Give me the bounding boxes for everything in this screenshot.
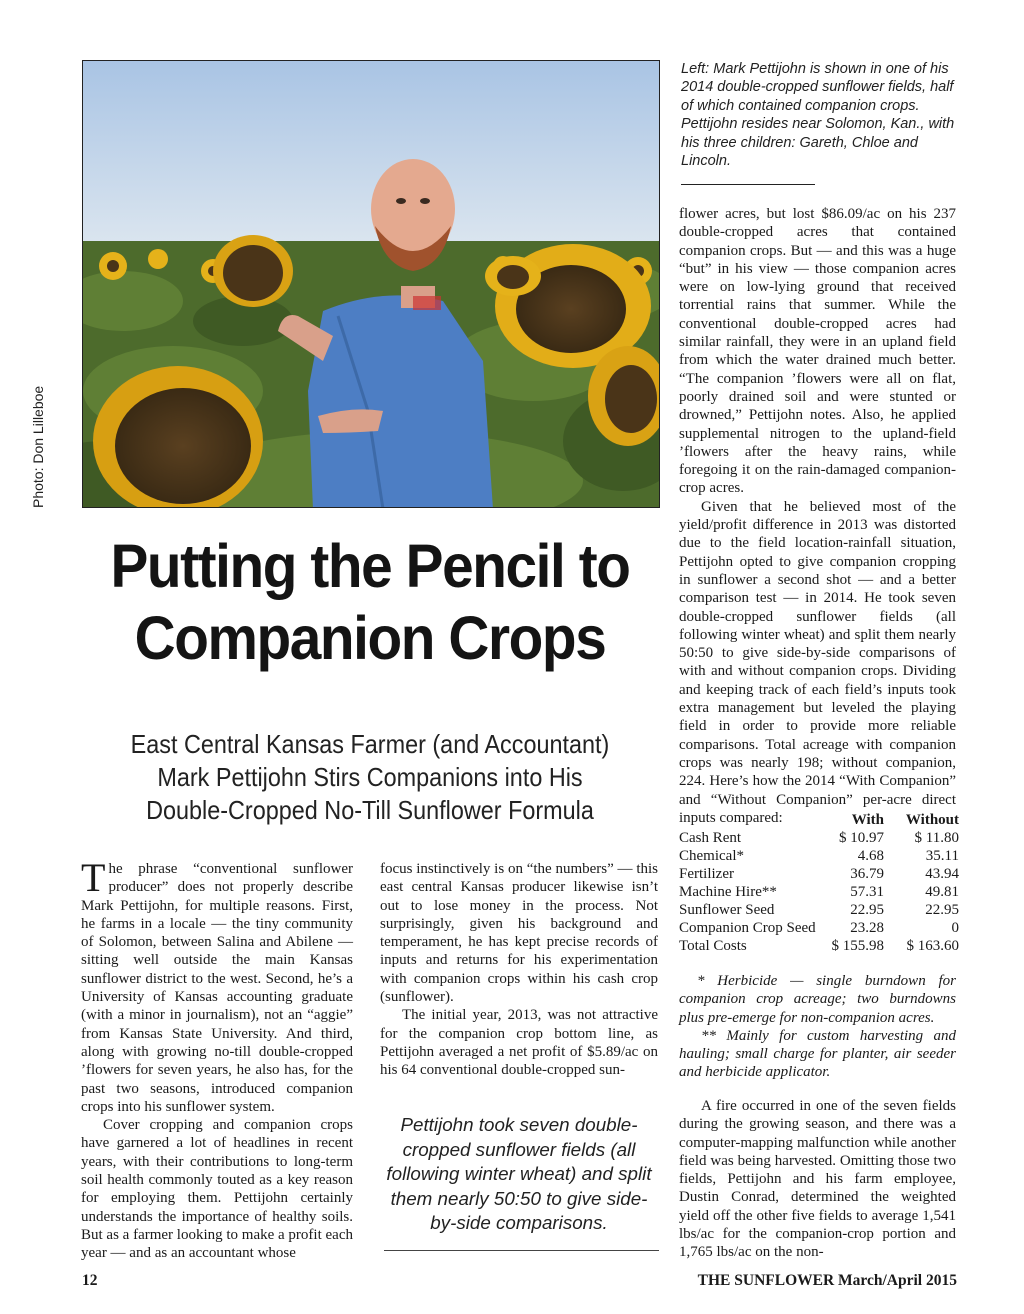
sunflower-field-illustration <box>83 61 660 508</box>
without-value: 43.94 <box>925 866 959 882</box>
table-row <box>679 829 959 847</box>
pull-quote-rule <box>384 1250 659 1251</box>
body-paragraph: The initial year, 2013, was not attractive for the companion crop bottom line, as Pettijohn averaged a net profit of $5.89/ac on his 64 conventional double-cropped sun- <box>380 1007 658 1079</box>
subheadline <box>109 728 631 827</box>
row-label: Companion Crop Seed <box>679 920 816 936</box>
table-row <box>679 847 959 865</box>
table-header-without: Without <box>905 812 959 828</box>
body-column-1 <box>81 855 353 1263</box>
subhead-line-3: Double-Cropped No-Till Sunflower Formula <box>146 795 594 825</box>
row-label: Fertilizer <box>679 866 734 882</box>
body-paragraph: A fire occurred in one of the seven fields during the growing season, and there was a computer-mapping malfunction while another field was being harvested. Omitting those two fields, Pettijohn and his farm employee, Dustin Conrad, determined the weighted yield off the other five fields to average 1,541 lbs/ac for the companion-crop portion and 1,765 lbs/ac on the non- <box>679 1098 956 1261</box>
row-label: Total Costs <box>679 938 747 954</box>
without-value: 22.95 <box>925 902 959 918</box>
body-column-2 <box>380 860 658 1080</box>
input-cost-table <box>679 811 959 955</box>
body-paragraph: Cover cropping and companion crops have garnered a lot of headlines in recent years, with their contributions to long-term soil health commonly touted as a key reason for employing them. Pettijohn certainly understands the importance of healthy soils. But as a farmer looking to make a profit each year — and as an accountant whose <box>81 1117 353 1262</box>
without-value: 0 <box>951 920 959 936</box>
publication-footer: THE SUNFLOWER March/April 2015 <box>697 1272 957 1289</box>
footnote-machine-hire: ** Mainly for custom harvesting and hauling; small charge for planter, air seeder and herbicide applicator. <box>679 1027 956 1081</box>
body-paragraph: Given that he believed most of the yield/profit difference in 2013 was distorted due to the field location-rainfall situation, Pettijohn opted to give companion cropping in sunflower a second shot — and a better comparison test — in 2014. He took seven double-cropped sunflower fields (all following winter wheat) and split them nearly 50:50 to give side-by-side comparisons of with and without companion crops. Dividing and keeping track of each field’s inputs took extra management but leveled the playing field in order to provide more reliable comparisons. Total acreage with companion crops was nearly 198; without companion, 224. Here’s how the 2014 “With Companion” and “Without Companion” per-acre direct inputs compared: <box>679 498 956 826</box>
body-column-3-continued <box>679 1097 956 1262</box>
body-paragraph: focus instinctively is on “the numbers” — this east central Kansas producer likewise isn’t out to lose money in the process. Not surprisingly, given his background and temperament, he has kept precise records of inputs and returns for his experimentation with companion crops within his cash crop (sunflower). <box>380 861 658 1006</box>
without-value: $ 163.60 <box>906 938 959 954</box>
drop-cap: T <box>81 855 106 900</box>
farmer-photo <box>82 60 660 508</box>
table-row <box>679 919 959 937</box>
with-value: 23.28 <box>850 920 884 936</box>
table-row <box>679 883 959 901</box>
without-value: 35.11 <box>925 848 959 864</box>
table-header-with: With <box>851 812 884 828</box>
table-row-total <box>679 937 959 955</box>
photo-caption <box>681 60 966 170</box>
with-value: 36.79 <box>850 866 884 882</box>
table-row <box>679 901 959 919</box>
pull-quote: Pettijohn took seven double-cropped sunflower fields (all following winter wheat) and split them nearly 50:50 to give side-by-side comparisons. <box>386 1114 652 1233</box>
with-value: $ 155.98 <box>831 938 884 954</box>
paragraph-text: he phrase “conventional sunflower producer” does not properly describe Mark Pettijohn, for multiple reasons. First, he farms in a locale — the tiny community of Solomon, between Salina and Abilene — sitting well outside the main Kansas sunflower district to the west. Second, he’s a University of Kansas accounting graduate (with a minor in journalism), not an “aggie” from Kansas State University. And third, along with growing no-till double-cropped ’flowers for seven years, he also has, for the past two seasons, introduced companion crops into his sunflower system. <box>81 861 353 1115</box>
row-label: Machine Hire** <box>679 884 777 900</box>
without-value: $ 11.80 <box>914 830 959 846</box>
headline-line-2: Companion Crops <box>134 604 606 672</box>
table-footnotes <box>679 972 956 1082</box>
headline-line-1: Putting the Pencil to <box>110 532 630 600</box>
body-paragraph <box>81 855 353 1116</box>
caption-divider <box>681 184 815 185</box>
page-number: 12 <box>82 1272 98 1289</box>
caption-text: Left: Mark Pettijohn is shown in one of his 2014 double-cropped sunflower fields, half of which contained companion crops. Pettijohn resides near Solomon, Kan., with his three children: Gareth, Chloe and Lincoln. <box>681 61 955 170</box>
with-value: $ 10.97 <box>839 830 884 846</box>
photo-credit: Photo: Don Lilleboe <box>30 385 46 508</box>
with-value: 22.95 <box>850 902 884 918</box>
subhead-line-1: East Central Kansas Farmer (and Accountant) <box>130 729 610 759</box>
table-header-blank <box>679 811 819 829</box>
row-label: Cash Rent <box>679 830 742 846</box>
body-column-3 <box>679 205 956 827</box>
row-label: Sunflower Seed <box>679 902 775 918</box>
with-value: 4.68 <box>857 848 884 864</box>
subhead-line-2: Mark Pettijohn Stirs Companions into His <box>157 762 583 792</box>
without-value: 49.81 <box>925 884 959 900</box>
body-paragraph: flower acres, but lost $86.09/ac on his 237 double-cropped acres that contained companion crops. But — and this was a huge “but” in his view — those companion acres were on low-lying ground that received torrential rains that summer. While the conventional double-cropped acres had similar rainfall, they were in an upland field from which the water drained much better. “The companion ’flowers were all on flat, poorly drained soil and were stunted or drowned,” Pettijohn notes. Also, he applied supplemental nitrogen to the upland-field ’flowers after the heavy rains, while foregoing it on the rain-damaged companion-crop acres. <box>679 206 956 497</box>
row-label: Chemical* <box>679 848 744 864</box>
with-value: 57.31 <box>850 884 884 900</box>
table-row <box>679 865 959 883</box>
table-header-row <box>679 811 959 829</box>
footnote-herbicide: * Herbicide — single burndown for companion crop acreage; two burndowns plus pre-emerge for non-companion acres. <box>679 973 956 1026</box>
headline <box>91 530 649 674</box>
